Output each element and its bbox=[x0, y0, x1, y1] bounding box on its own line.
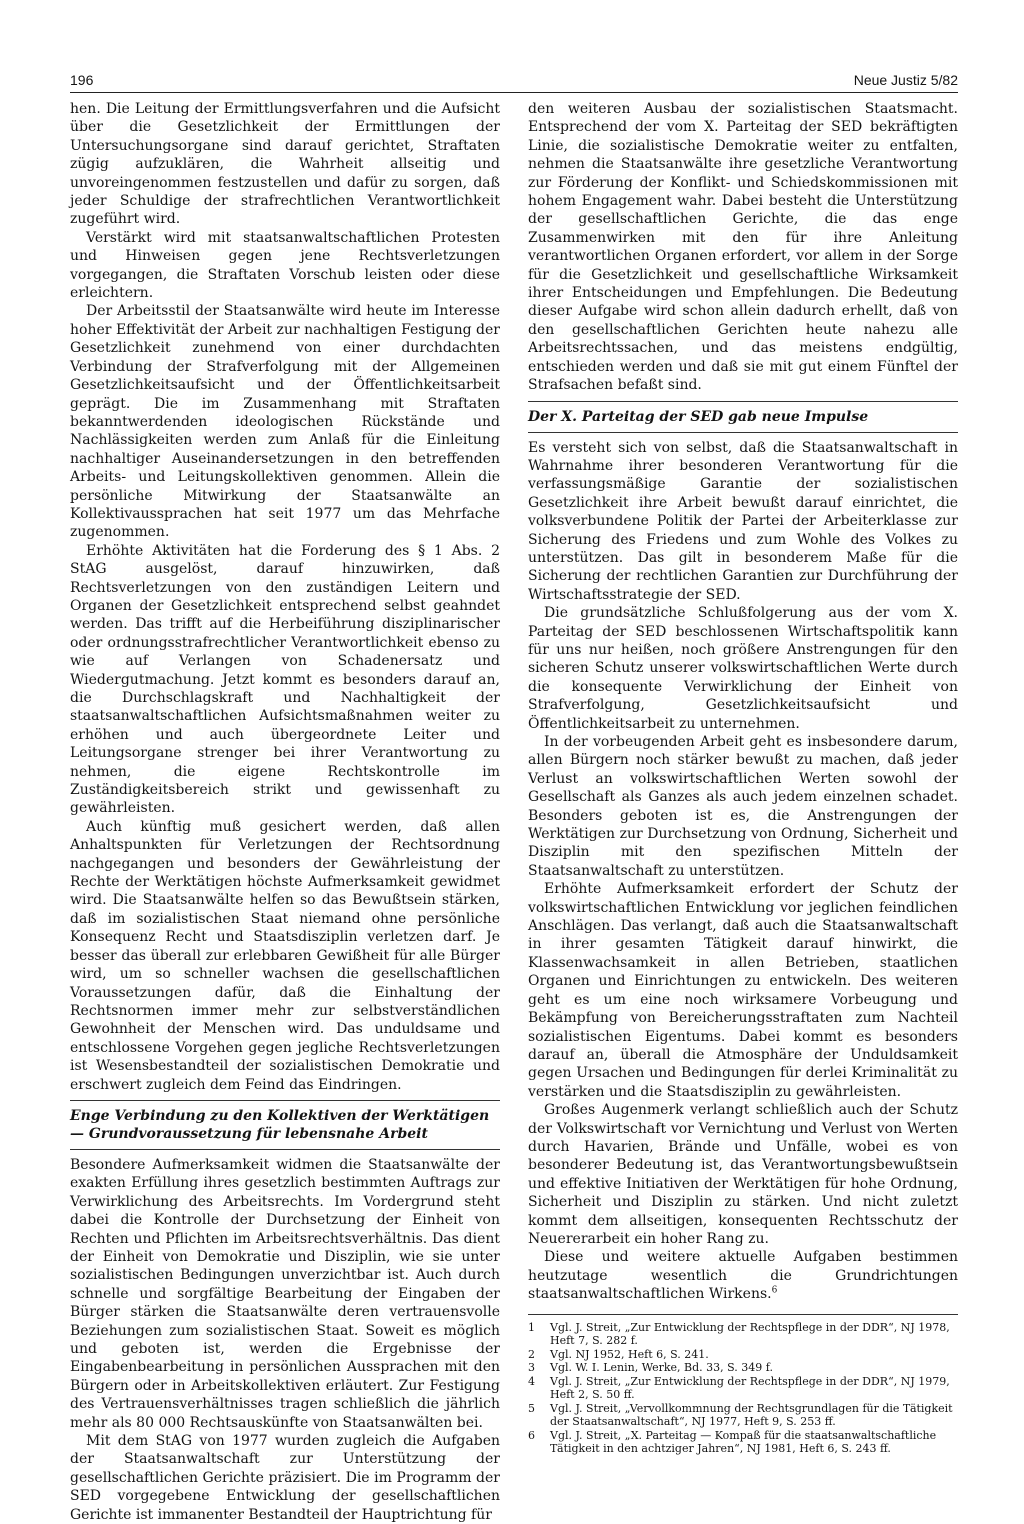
footnote-number: 5 bbox=[528, 1401, 535, 1415]
footnote-number: 3 bbox=[528, 1361, 535, 1375]
footnote-number: 4 bbox=[528, 1374, 535, 1388]
paragraph: Auch künftig muß gesichert werden, daß allen Anhaltspunkten für Verletzungen der Rechtsordnung nachgegangen und besonders der Gewährleistung der Rechte der Werktätigen höchste Aufmerksamkeit gewidmet wird. Die Staatsanwälte helfen so das Bewußtsein stärken, daß im sozialistischen Staat niemand ohne persönliche Konsequenz Recht und Staatsdisziplin verletzen darf. Je besser das überall zur erlebbaren Gewißheit für alle Bürger wird, um so schneller wachsen die gesellschaftlichen Voraussetzungen dafür, daß die Einhaltung der Rechtsnormen immer mehr zur selbstverständlichen Gewohnheit der Menschen wird. Das unduldsame und entschlossene Vorgehen gegen jegliche Rechtsverletzungen ist Wesensbestandteil der sozialistischen Demokratie und erschwert zugleich dem Feind das Eindringen. bbox=[70, 818, 500, 1093]
paragraph: den weiteren Ausbau der sozialistischen Staatsmacht. Entsprechend der vom X. Parteitag der SED bekräftigten Linie, die sozialistische Demokratie weiter zu entfalten, nehmen die Staatsanwälte ihre gesetzliche Verantwortung zur Förderung der Konflikt- und Schiedskommissionen mit hohem Engagement wahr. Dabei besteht die Unterstützung der gesellschaftlichen Gerichte, die das enge Zusammenwirken mit den für ihre Anleitung verantwortlichen Organen erfordert, vor allem in der Sorge für die Gesetzlichkeit und gesellschaftliche Wirksamkeit ihrer Entscheidungen und Empfehlungen. Die Bedeutung dieser Aufgabe wird schon allein dadurch erhellt, daß von den gesellschaftlichen Gerichten heute nahezu alle Arbeitsrechtssachen, und das meistens endgültig, entschieden werden und daß sie mit gut einem Fünftel der Strafsachen befaßt sind. bbox=[528, 101, 958, 394]
footnote bbox=[528, 1321, 958, 1348]
footnote-text: Vgl. J. Streit, „Zur Entwicklung der Rechtspflege in der DDR“, NJ 1978, Heft 7, S. 282 f. bbox=[550, 1320, 950, 1348]
footnote-number: 6 bbox=[528, 1428, 535, 1442]
footnote-text: Vgl. W. I. Lenin, Werke, Bd. 33, S. 349 f. bbox=[550, 1361, 773, 1375]
footnote bbox=[528, 1375, 958, 1402]
page-number: 196 bbox=[70, 72, 94, 88]
right-column bbox=[528, 100, 958, 1456]
footnote bbox=[528, 1348, 958, 1362]
footnote bbox=[528, 1429, 958, 1456]
paragraph-text: Diese und weitere aktuelle Aufgaben bestimmen heutzutage wesentlich die Grundrichtungen staatsanwaltschaftlichen Wirkens. bbox=[528, 1249, 958, 1303]
paragraph: Mit dem StAG von 1977 wurden zugleich die Aufgaben der Staatsanwaltschaft zur Unterstützung der gesellschaftlichen Gerichte präzisiert. Die im Programm der SED vorgegebene Entwicklung der gesellschaftlichen Gerichte ist immanenter Bestandteil der Hauptrichtung für bbox=[70, 1433, 500, 1523]
section-heading: Der X. Parteitag der SED gab neue Impulse bbox=[528, 401, 958, 433]
footnote-text: Vgl. J. Streit, „X. Parteitag — Kompaß für die staatsanwaltschaftliche Tätigkeit in den achtziger Jahren“, NJ 1981, Heft 6, S. 243 ff. bbox=[550, 1428, 937, 1456]
footnote bbox=[528, 1361, 958, 1375]
footnote-number: 1 bbox=[528, 1320, 535, 1334]
paragraph: hen. Die Leitung der Ermittlungsverfahren und die Aufsicht über die Gesetzlichkeit der Ermittlungen der Untersuchungsorgane sind darauf gerichtet, Straftaten zügig aufzuklären, die Wahrheit allseitig und unvoreingenommen festzustellen und dafür zu sorgen, daß jeder Schuldige der strafrechtlichen Verantwortlichkeit zugeführt wird. bbox=[70, 101, 500, 228]
footnote-reference: 6 bbox=[771, 1285, 778, 1296]
paragraph: Besondere Aufmerksamkeit widmen die Staatsanwälte der exakten Erfüllung ihres gesetzlich bestimmten Auftrags zur Verwirklichung des Arbeitsrechts. Im Vordergrund steht dabei die Kontrolle der Durchsetzung der Einheit von Rechten und Pflichten im Arbeitsrechtsverhältnis. Das dient der Einheit von Demokratie und Disziplin, wie sie unter sozialistischen Bedingungen unverzichtbar ist. Auch durch schnelle und sorgfältige Bearbeitung der Eingaben der Bürger stärken die Staatsanwälte deren vertrauensvolle Beziehungen zum sozialistischen Staat. Soweit es möglich und geboten ist, werden die Ergebnisse der Eingabenbearbeitung in persönlichen Aussprachen mit den Bürgern oder in Arbeitskollektiven erläutert. Zur Festigung des Vertrauensverhältnisses tragen schließlich die jährlich mehr als 80 000 Rechtsauskünfte von Staatsanwälten bei. bbox=[70, 1156, 500, 1431]
footnote-text: Vgl. NJ 1952, Heft 6, S. 241. bbox=[550, 1347, 709, 1361]
page-header bbox=[70, 70, 958, 93]
journal-issue: Neue Justiz 5/82 bbox=[853, 72, 958, 88]
paragraph: Verstärkt wird mit staatsanwaltschaftlichen Protesten und Hinweisen gegen jene Rechtsverletzungen vorgegangen, die Straftaten Vorschub leisten oder diese erleichtern. bbox=[70, 229, 500, 302]
footnote bbox=[528, 1402, 958, 1429]
paragraph: Die grundsätzliche Schlußfolgerung aus der vom X. Parteitag der SED beschlossenen Wirtschaftspolitik kann für uns nur heißen, noch größere Anstrengungen für den sicheren Schutz unserer volkswirtschaftlichen Werte durch die konsequente Verwirklichung der Einheit von Strafverfolgung, Gesetzlichkeitsaufsicht und Öffentlichkeitsarbeit zu unternehmen. bbox=[528, 605, 958, 732]
paragraph bbox=[528, 1248, 958, 1303]
footnote-text: Vgl. J. Streit, „Vervollkommnung der Rechtsgrundlagen für die Tätigkeit der Staatsanwaltschaft“, NJ 1977, Heft 9, S. 253 ff. bbox=[550, 1401, 953, 1429]
footnotes bbox=[528, 1314, 958, 1456]
paragraph: Großes Augenmerk verlangt schließlich auch der Schutz der Volkswirtschaft vor Vernichtung und Verlust von Werten durch Havarien, Brände und Unfälle, wobei es von besonderer Bedeutung ist, das Verantwortungsbewußtsein und effektive Initiativen der Werktätigen für hohe Ordnung, Sicherheit und Disziplin zu stärken. Und nicht zuletzt kommt dem allseitigen, konsequenten Rechtsschutz der Neuererarbeit ein hoher Rang zu. bbox=[528, 1102, 958, 1247]
section-heading: Enge Verbindung zu den Kollektiven der Werktätigen — Grundvoraussetzung für lebensnahe Arbeit bbox=[70, 1100, 500, 1150]
paragraph: In der vorbeugenden Arbeit geht es insbesondere darum, allen Bürgern noch stärker bewußt zu machen, daß jeder Verlust an volkswirtschaftlichen Werten sowohl der Gesellschaft als Ganzes als auch jedem einzelnen schadet. Besonders geboten ist es, die Anstrengungen der Werktätigen zur Durchsetzung von Ordnung, Sicherheit und Disziplin mit den spezifischen Mitteln der Staatsanwaltschaft zu unterstützen. bbox=[528, 734, 958, 879]
paragraph: Es versteht sich von selbst, daß die Staatsanwaltschaft in Wahrnahme ihrer besonderen Verantwortung für die verfassungsmäßige Garantie der sozialistischen Gesetzlichkeit ihre Arbeit bewußt darauf einrichtet, die volksverbundene Politik der Partei der Arbeiterklasse zur Sicherung des Friedens und zum Wohle des Volkes zu unterstützen. Das gilt in besonderem Maße für die Sicherung der rechtlichen Garantien zur Durchführung der Wirtschaftsstrategie der SED. bbox=[528, 439, 958, 603]
footnote-text: Vgl. J. Streit, „Zur Entwicklung der Rechtspflege in der DDR“, NJ 1979, Heft 2, S. 50 ff. bbox=[550, 1374, 950, 1402]
paragraph: Erhöhte Aufmerksamkeit erfordert der Schutz der volkswirtschaftlichen Entwicklung vor jeglichen feindlichen Anschlägen. Das verlangt, daß auch die Staatsanwaltschaft in ihrer gesamten Tätigkeit darauf hinwirkt, die Klassenwachsamkeit in allen Betrieben, staatlichen Organen und Einrichtungen zu entwickeln. Des weiteren geht es um eine noch wirksamere Vorbeugung und Bekämpfung von Bereicherungsstraftaten zum Nachteil sozialistischen Eigentums. Dabei kommt es besonders darauf an, überall die Atmosphäre der Unduldsamkeit gegen Ursachen und Bedingungen für derlei Kriminalität zu verstärken und die Staatsdisziplin zu gewährleisten. bbox=[528, 881, 958, 1100]
paragraph: Der Arbeitsstil der Staatsanwälte wird heute im Interesse hoher Effektivität der Arbeit zur nachhaltigen Festigung der Gesetzlichkeit zunehmend von einer durchdachten Verbindung der Strafverfolgung mit der Allgemeinen Gesetzlichkeitsaufsicht und der Öffentlichkeitsarbeit geprägt. Die im Zusammenhang mit Straftaten bekanntwerdenden ideologischen Rückstände und Nachlässigkeiten werden zum Anlaß für die Einleitung nachhaltiger Auseinandersetzungen in den betreffenden Arbeits- und Leitungskollektiven genommen. Allein die persönliche Mitwirkung der Staatsanwälte an Kollektivaussprachen hat seit 1977 um das Mehrfache zugenommen. bbox=[70, 303, 500, 541]
footnote-number: 2 bbox=[528, 1347, 535, 1361]
paragraph: Erhöhte Aktivitäten hat die Forderung des § 1 Abs. 2 StAG ausgelöst, darauf hinzuwirken, daß Rechtsverletzungen von den zuständigen Leitern und Organen der Gesetzlichkeit entsprechend selbst geahndet werden. Das trifft auf die Herbeiführung disziplinarischer oder ordnungsstrafrechtlicher Verantwortlichkeit ebenso zu wie auf Verlangen von Schadenersatz und Wiedergutmachung. Jetzt kommt es besonders darauf an, die Durchschlagskraft und Nachhaltigkeit der staatsanwaltschaftlichen Aufsichtsmaßnahmen weiter zu erhöhen und auch übergeordnete Leiter und Leitungsorgane strenger bei ihrer Verantwortung zu nehmen, die eigene Rechtskontrolle im Zuständigkeitsbereich strikt und gewissenhaft zu gewährleisten. bbox=[70, 542, 500, 817]
left-column bbox=[70, 100, 500, 1524]
